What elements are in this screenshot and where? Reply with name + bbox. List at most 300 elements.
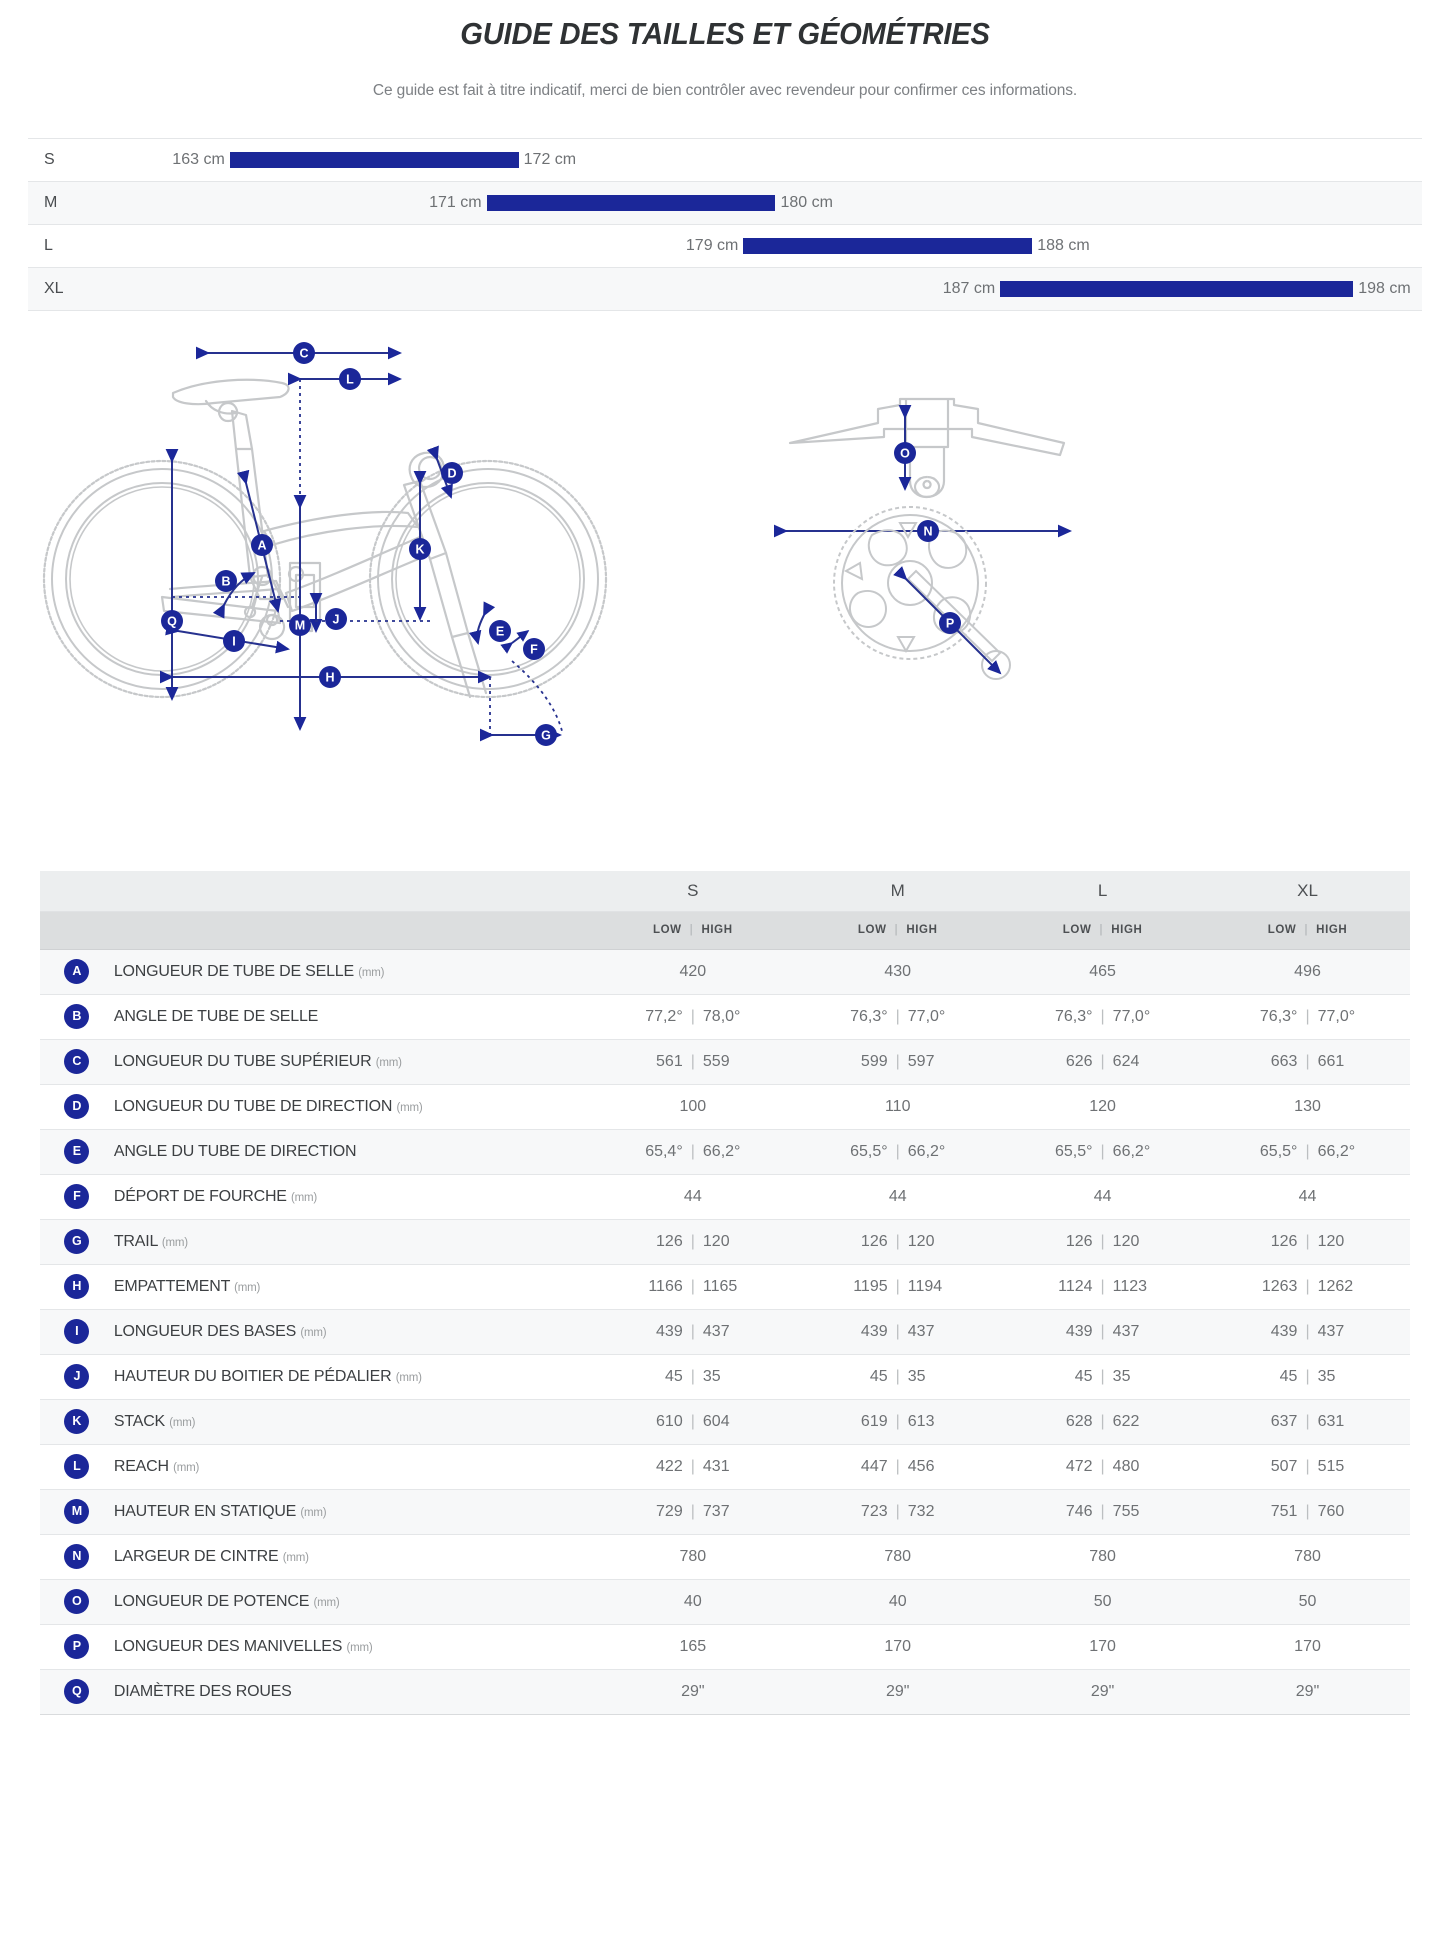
value-low: 76,3° [850, 1007, 888, 1025]
value-high: 437 [907, 1322, 935, 1340]
measure-label: REACH [113, 1457, 169, 1475]
value-high: 437 [702, 1322, 730, 1340]
geometry-value-cell [1205, 949, 1410, 994]
measure-label: LARGEUR DE CINTRE [113, 1547, 279, 1565]
diagram-marker-o [894, 442, 916, 464]
geometry-value-cell [590, 1579, 795, 1624]
measure-unit: (mm) [300, 1326, 327, 1339]
value-low: 1124 [1058, 1277, 1093, 1295]
geometry-letter-badge: P [64, 1634, 89, 1659]
measure-label: LONGUEUR DES BASES [113, 1322, 297, 1340]
lowhigh-column-header [795, 911, 1000, 949]
measure-label: HAUTEUR DU BOITIER DE PÉDALIER [113, 1367, 392, 1385]
value-high: 1123 [1112, 1277, 1148, 1295]
value-low: 472 [1065, 1457, 1093, 1475]
lowhigh-header-spacer [40, 911, 590, 949]
value-low: 507 [1270, 1457, 1298, 1475]
geometry-value-cell [795, 1174, 1000, 1219]
value-separator: | [690, 1142, 695, 1160]
geometry-measure-name [114, 1624, 591, 1669]
value-single: 465 [1089, 962, 1116, 980]
geometry-table-wrap [40, 871, 1410, 1715]
value-separator: | [1100, 1412, 1105, 1430]
svg-text:O: O [900, 446, 910, 461]
geometry-table-row [40, 1174, 1410, 1219]
svg-text:Q: Q [167, 614, 177, 629]
value-high: 120 [1317, 1232, 1345, 1250]
size-range-bar [487, 195, 776, 211]
value-separator: | [1305, 1007, 1310, 1025]
geometry-badge-cell [40, 1039, 114, 1084]
value-high: 35 [1112, 1367, 1131, 1385]
diagram-marker-l [339, 368, 361, 390]
value-low: 45 [1074, 1367, 1093, 1385]
value-low: 723 [860, 1502, 888, 1520]
value-separator: | [1100, 1457, 1105, 1475]
geometry-measure-name [114, 1579, 591, 1624]
value-separator: | [690, 1007, 695, 1025]
svg-text:D: D [447, 466, 457, 481]
value-low: 65,5° [1054, 1142, 1093, 1160]
geometry-value-cell [590, 1444, 795, 1489]
size-max-label: 188 cm [1037, 237, 1090, 254]
size-row [28, 225, 1422, 268]
geometry-value-cell [1000, 1084, 1205, 1129]
geometry-badge-cell [40, 1399, 114, 1444]
geometry-value-cell [1205, 1219, 1410, 1264]
geometry-table-row [40, 1129, 1410, 1174]
value-single: 170 [884, 1637, 912, 1655]
lowhigh-separator: | [689, 924, 694, 936]
value-low: 751 [1270, 1502, 1298, 1520]
geometry-value-cell [590, 1264, 795, 1309]
high-label: HIGH [1111, 924, 1143, 936]
geometry-table-row [40, 1219, 1410, 1264]
value-high: 35 [907, 1367, 926, 1385]
diagram-marker-e [489, 620, 511, 642]
measure-unit: (mm) [300, 1506, 327, 1519]
value-separator: | [1100, 1367, 1105, 1385]
svg-text:K: K [415, 542, 425, 557]
value-high: 456 [907, 1457, 935, 1475]
geometry-badge-cell [40, 1354, 114, 1399]
value-low: 439 [1270, 1322, 1298, 1340]
low-label: LOW [1267, 924, 1297, 936]
value-separator: | [1305, 1457, 1310, 1475]
geometry-table-row [40, 994, 1410, 1039]
geometry-value-cell [1000, 1039, 1205, 1084]
geometry-letter-badge: M [64, 1499, 89, 1524]
value-single: 780 [884, 1547, 912, 1565]
measure-unit: (mm) [346, 1641, 373, 1654]
geometry-value-cell [1000, 949, 1205, 994]
value-high: 66,2° [702, 1142, 741, 1160]
geometry-value-cell [590, 1039, 795, 1084]
geometry-value-cell [590, 1174, 795, 1219]
geometry-letter-badge: L [64, 1454, 89, 1479]
geometry-value-cell [590, 1354, 795, 1399]
measure-label: LONGUEUR DE POTENCE [113, 1592, 310, 1610]
geometry-value-cell [1000, 1489, 1205, 1534]
geometry-value-cell [795, 1579, 1000, 1624]
geometry-letter-badge: D [64, 1094, 89, 1119]
measure-label: LONGUEUR DE TUBE DE SELLE [113, 962, 354, 980]
svg-text:C: C [299, 346, 309, 361]
geometry-table-body [40, 949, 1410, 1714]
value-low: 422 [656, 1457, 683, 1475]
geometry-value-cell [795, 1534, 1000, 1579]
svg-text:B: B [221, 574, 231, 589]
diagram-marker-a [251, 534, 273, 556]
value-low: 45 [664, 1367, 683, 1385]
measure-unit: (mm) [358, 966, 385, 979]
measure-label: LONGUEUR DES MANIVELLES [113, 1637, 343, 1655]
size-min-label: 171 cm [429, 194, 482, 211]
value-separator: | [895, 1232, 900, 1250]
measure-label: DÉPORT DE FOURCHE [113, 1187, 287, 1205]
high-label: HIGH [906, 924, 938, 936]
geometry-table-row [40, 949, 1410, 994]
geometry-value-cell [1205, 1354, 1410, 1399]
diagram-marker-b [215, 570, 237, 592]
geometry-badge-cell [40, 1219, 114, 1264]
value-separator: | [1100, 1052, 1105, 1070]
value-single: 40 [888, 1592, 907, 1610]
geometry-value-cell [795, 994, 1000, 1039]
value-low: 599 [860, 1052, 888, 1070]
value-low: 1263 [1261, 1277, 1298, 1295]
high-label: HIGH [1316, 924, 1348, 936]
geometry-value-cell [1205, 1039, 1410, 1084]
size-row-track [138, 139, 1422, 181]
value-high: 77,0° [1112, 1007, 1151, 1025]
value-high: 597 [907, 1052, 935, 1070]
value-low: 439 [1065, 1322, 1093, 1340]
value-separator: | [1305, 1232, 1310, 1250]
value-single: 50 [1093, 1592, 1112, 1610]
measure-unit: (mm) [313, 1596, 340, 1609]
value-high: 35 [1317, 1367, 1336, 1385]
geometry-value-cell [1000, 1129, 1205, 1174]
value-low: 626 [1065, 1052, 1093, 1070]
svg-text:I: I [232, 634, 236, 649]
value-separator: | [1100, 1142, 1105, 1160]
size-column-header: XL [1205, 871, 1410, 911]
diagram-marker-i [223, 630, 245, 652]
size-min-label: 163 cm [172, 151, 225, 168]
geometry-badge-cell [40, 949, 114, 994]
value-separator: | [895, 1502, 900, 1520]
measure-label: LONGUEUR DU TUBE SUPÉRIEUR [113, 1052, 372, 1070]
measure-unit: (mm) [169, 1416, 196, 1429]
lowhigh-separator: | [1099, 924, 1104, 936]
measure-label: DIAMÈTRE DES ROUES [113, 1682, 292, 1700]
svg-text:N: N [923, 524, 933, 539]
value-low: 45 [869, 1367, 888, 1385]
geometry-letter-badge: K [64, 1409, 89, 1434]
value-single: 110 [884, 1097, 911, 1115]
geometry-value-cell [1000, 994, 1205, 1039]
geometry-value-cell [795, 1084, 1000, 1129]
geometry-measure-name [114, 1039, 591, 1084]
bike-side-view-illustration [44, 380, 606, 697]
svg-text:M: M [294, 618, 306, 633]
geometry-measure-name [114, 1444, 591, 1489]
value-separator: | [690, 1277, 695, 1295]
geometry-value-cell [590, 1309, 795, 1354]
value-high: 431 [702, 1457, 730, 1475]
geometry-value-cell [795, 1489, 1000, 1534]
measure-label: ANGLE DU TUBE DE DIRECTION [113, 1142, 357, 1160]
value-low: 77,2° [645, 1007, 683, 1025]
geometry-value-cell [795, 1444, 1000, 1489]
geometry-diagram [0, 331, 1450, 851]
size-min-label: 187 cm [942, 280, 996, 297]
geometry-value-cell [1205, 1579, 1410, 1624]
geometry-value-cell [1000, 1669, 1205, 1714]
value-single: 170 [1089, 1637, 1116, 1655]
value-single: 44 [683, 1187, 702, 1205]
value-separator: | [1305, 1052, 1310, 1070]
lowhigh-separator: | [894, 924, 899, 936]
value-low: 45 [1279, 1367, 1298, 1385]
size-row [28, 182, 1422, 225]
geometry-measure-name [114, 1399, 591, 1444]
value-separator: | [895, 1457, 900, 1475]
value-separator: | [1100, 1502, 1105, 1520]
value-low: 729 [656, 1502, 683, 1520]
value-separator: | [895, 1052, 900, 1070]
diagram-marker-p [939, 612, 961, 634]
geometry-value-cell [1000, 1444, 1205, 1489]
geometry-value-cell [1205, 1489, 1410, 1534]
value-separator: | [1305, 1367, 1310, 1385]
geometry-value-cell [795, 1039, 1000, 1084]
geometry-badge-cell [40, 1669, 114, 1714]
size-row-label: M [44, 194, 58, 211]
size-row-track [138, 182, 1422, 224]
value-high: 480 [1112, 1457, 1140, 1475]
value-low: 628 [1065, 1412, 1093, 1430]
geometry-letter-badge: G [64, 1229, 89, 1254]
geometry-value-cell [1000, 1624, 1205, 1669]
measure-unit: (mm) [161, 1236, 188, 1249]
geometry-value-cell [1000, 1264, 1205, 1309]
size-range-bar [230, 152, 519, 168]
value-separator: | [1100, 1007, 1105, 1025]
geometry-value-cell [590, 1219, 795, 1264]
value-high: 78,0° [702, 1007, 741, 1025]
handlebar-illustration [790, 399, 1064, 497]
measure-unit: (mm) [234, 1281, 261, 1294]
value-separator: | [1305, 1412, 1310, 1430]
diagram-marker-badges [161, 342, 961, 746]
geometry-table-row [40, 1354, 1410, 1399]
value-separator: | [1305, 1142, 1310, 1160]
size-column-header: S [590, 871, 795, 911]
value-single: 29" [885, 1682, 910, 1700]
value-single: 29" [1090, 1682, 1115, 1700]
lowhigh-column-header [1000, 911, 1205, 949]
diagram-marker-j [325, 608, 347, 630]
value-low: 561 [656, 1052, 683, 1070]
value-high: 77,0° [907, 1007, 946, 1025]
value-separator: | [690, 1367, 695, 1385]
dim-line-F [512, 631, 528, 643]
value-high: 732 [907, 1502, 935, 1520]
value-high: 1194 [907, 1277, 943, 1295]
value-single: 40 [683, 1592, 702, 1610]
measure-unit: (mm) [291, 1191, 318, 1204]
geometry-value-cell [1205, 1444, 1410, 1489]
value-high: 120 [1112, 1232, 1140, 1250]
value-high: 66,2° [1317, 1142, 1356, 1160]
geometry-value-cell [1000, 1579, 1205, 1624]
geometry-value-cell [795, 949, 1000, 994]
value-single: 29" [681, 1682, 705, 1700]
value-single: 496 [1294, 962, 1321, 980]
geometry-table-row [40, 1309, 1410, 1354]
value-high: 613 [907, 1412, 935, 1430]
geometry-value-cell [1205, 1129, 1410, 1174]
value-high: 437 [1112, 1322, 1140, 1340]
measure-label: LONGUEUR DU TUBE DE DIRECTION [113, 1097, 393, 1115]
high-label: HIGH [701, 924, 733, 936]
value-low: 439 [656, 1322, 683, 1340]
value-high: 661 [1317, 1052, 1345, 1070]
geometry-value-cell [1205, 1534, 1410, 1579]
value-separator: | [690, 1502, 695, 1520]
geometry-letter-badge: O [64, 1589, 89, 1614]
value-separator: | [690, 1457, 695, 1475]
geometry-value-cell [795, 1129, 1000, 1174]
value-single: 430 [884, 962, 912, 980]
geometry-letter-badge: H [64, 1274, 89, 1299]
value-single: 29" [1295, 1682, 1320, 1700]
value-single: 100 [679, 1097, 707, 1115]
svg-text:H: H [325, 670, 335, 685]
value-high: 35 [702, 1367, 721, 1385]
geometry-table-row [40, 1624, 1410, 1669]
size-column-header: M [795, 871, 1000, 911]
measure-label: HAUTEUR EN STATIQUE [113, 1502, 297, 1520]
geometry-value-cell [590, 1489, 795, 1534]
svg-text:A: A [257, 538, 267, 553]
value-low: 65,5° [850, 1142, 888, 1160]
geometry-table-row [40, 1444, 1410, 1489]
geometry-badge-cell [40, 1174, 114, 1219]
geometry-value-cell [1000, 1534, 1205, 1579]
low-label: LOW [857, 924, 887, 936]
value-separator: | [690, 1322, 695, 1340]
value-single: 780 [1294, 1547, 1321, 1565]
value-low: 126 [1065, 1232, 1093, 1250]
geometry-measure-name [114, 949, 591, 994]
measure-label: ANGLE DE TUBE DE SELLE [113, 1007, 319, 1025]
geometry-value-cell [1205, 1399, 1410, 1444]
geometry-table-row [40, 1534, 1410, 1579]
value-high: 737 [702, 1502, 730, 1520]
diagram-marker-c [293, 342, 315, 364]
value-separator: | [895, 1007, 900, 1025]
value-separator: | [690, 1412, 695, 1430]
value-high: 66,2° [1112, 1142, 1151, 1160]
value-low: 663 [1270, 1052, 1298, 1070]
size-row-track [138, 225, 1422, 267]
value-low: 619 [860, 1412, 888, 1430]
value-low: 76,3° [1259, 1007, 1298, 1025]
diagram-marker-m [289, 614, 311, 636]
size-header-row [40, 871, 1410, 911]
value-separator: | [1305, 1277, 1310, 1295]
diagram-marker-k [409, 538, 431, 560]
value-low: 126 [1270, 1232, 1298, 1250]
geometry-measure-name [114, 994, 591, 1039]
measure-unit: (mm) [282, 1551, 309, 1564]
size-row [28, 268, 1422, 311]
size-max-label: 180 cm [780, 194, 833, 211]
size-row-label: XL [44, 280, 64, 297]
geometry-letter-badge: N [64, 1544, 89, 1569]
geometry-measure-name [114, 1084, 591, 1129]
geometry-table-row [40, 1399, 1410, 1444]
size-row-track [138, 268, 1422, 310]
low-label: LOW [653, 924, 682, 936]
value-low: 65,5° [1259, 1142, 1298, 1160]
geometry-value-cell [795, 1309, 1000, 1354]
geometry-letter-badge: Q [64, 1679, 89, 1704]
geometry-table-row [40, 1039, 1410, 1084]
geometry-table-row [40, 1669, 1410, 1714]
value-high: 437 [1317, 1322, 1345, 1340]
size-range-bar [743, 238, 1032, 254]
value-separator: | [895, 1142, 900, 1160]
geometry-header-spacer [40, 871, 590, 911]
value-low: 1195 [853, 1277, 888, 1295]
geometry-value-cell [1000, 1354, 1205, 1399]
svg-text:G: G [541, 728, 551, 743]
value-single: 44 [1298, 1187, 1317, 1205]
measure-unit: (mm) [173, 1461, 200, 1474]
size-min-label: 179 cm [685, 237, 739, 254]
geometry-badge-cell [40, 994, 114, 1039]
diagram-marker-f [523, 638, 545, 660]
value-high: 77,0° [1317, 1007, 1356, 1025]
lowhigh-column-header [590, 911, 795, 949]
value-low: 637 [1270, 1412, 1298, 1430]
geometry-letter-badge: C [64, 1049, 89, 1074]
geometry-measure-name [114, 1174, 591, 1219]
geometry-letter-badge: F [64, 1184, 89, 1209]
size-range-bar [1000, 281, 1353, 297]
value-low: 447 [860, 1457, 888, 1475]
value-high: 66,2° [907, 1142, 946, 1160]
geometry-badge-cell [40, 1579, 114, 1624]
measure-unit: (mm) [395, 1371, 422, 1384]
geometry-value-cell [1205, 1624, 1410, 1669]
geometry-badge-cell [40, 1084, 114, 1129]
value-single: 170 [1294, 1637, 1321, 1655]
value-high: 604 [702, 1412, 730, 1430]
value-low: 610 [656, 1412, 683, 1430]
geometry-measure-name [114, 1264, 591, 1309]
size-column-header: L [1000, 871, 1205, 911]
measure-unit: (mm) [375, 1056, 402, 1069]
geometry-table-row [40, 1084, 1410, 1129]
diagram-marker-n [917, 520, 939, 542]
geometry-measure-name [114, 1534, 591, 1579]
value-separator: | [1100, 1277, 1105, 1295]
